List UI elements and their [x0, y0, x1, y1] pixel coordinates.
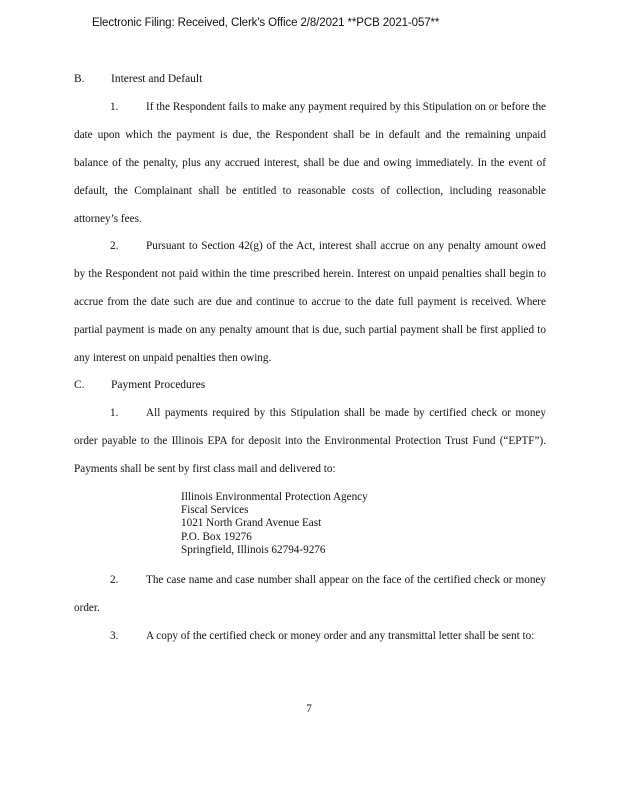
paragraph-number: 1. [110, 101, 119, 113]
electronic-filing-stamp: Electronic Filing: Received, Clerk's Office 2/8/2021 **PCB 2021-057** [92, 17, 440, 29]
address-line: 1021 North Grand Avenue East [181, 517, 322, 530]
paragraph-text: The case name and case number shall appear on the face of the certified check or money order. [74, 574, 546, 614]
section-b-paragraph-1 [74, 93, 546, 233]
section-c-letter: C. [74, 379, 85, 391]
section-c-paragraph-1 [74, 399, 546, 483]
section-c-title: Payment Procedures [111, 379, 206, 391]
paragraph-text: Pursuant to Section 42(g) of the Act, interest shall accrue on any penalty amount owed by the Respondent not paid within the time prescribed herein. Interest on unpaid penalties shall begin to accrue from the date such are due and continue to accrue to the date full payment is received. Where partial payment is made on any penalty amount that is due, such partial payment shall be first applied to any interest on unpaid penalties then owing. [74, 240, 546, 364]
paragraph-text: All payments required by this Stipulation shall be made by certified check or money order payable to the Illinois EPA for deposit into the Environmental Protection Trust Fund (“EPTF”). Payments shall be sent by first class mail and delivered to: [74, 407, 546, 475]
address-line: Illinois Environmental Protection Agency [181, 491, 368, 503]
paragraph-number: 2. [110, 240, 119, 252]
address-line: Springfield, Illinois 62794-9276 [181, 543, 326, 556]
address-line: Fiscal Services [181, 504, 249, 517]
paragraph-number: 2. [110, 574, 119, 586]
section-c-paragraph-2 [74, 566, 546, 622]
address-line: P.O. Box 19276 [181, 530, 252, 543]
paragraph-number: 3. [110, 630, 119, 642]
section-b-letter: B. [74, 73, 85, 85]
paragraph-number: 1. [110, 407, 119, 419]
mailing-address [181, 491, 368, 557]
paragraph-text: If the Respondent fails to make any payment required by this Stipulation on or before the date upon which the payment is due, the Respondent shall be in default and the remaining unpaid balance of the penalty, plus any accrued interest, shall be due and owing immediately. In the event of default, the Complainant shall be entitled to reasonable costs of collection, including reasonable attorney’s fees. [74, 101, 546, 225]
section-c-paragraph-3 [74, 622, 546, 650]
section-b-title: Interest and Default [111, 73, 203, 85]
paragraph-text: A copy of the certified check or money order and any transmittal letter shall be sent to: [146, 630, 535, 642]
section-b-paragraph-2 [74, 232, 546, 372]
page-number: 7 [306, 703, 312, 715]
